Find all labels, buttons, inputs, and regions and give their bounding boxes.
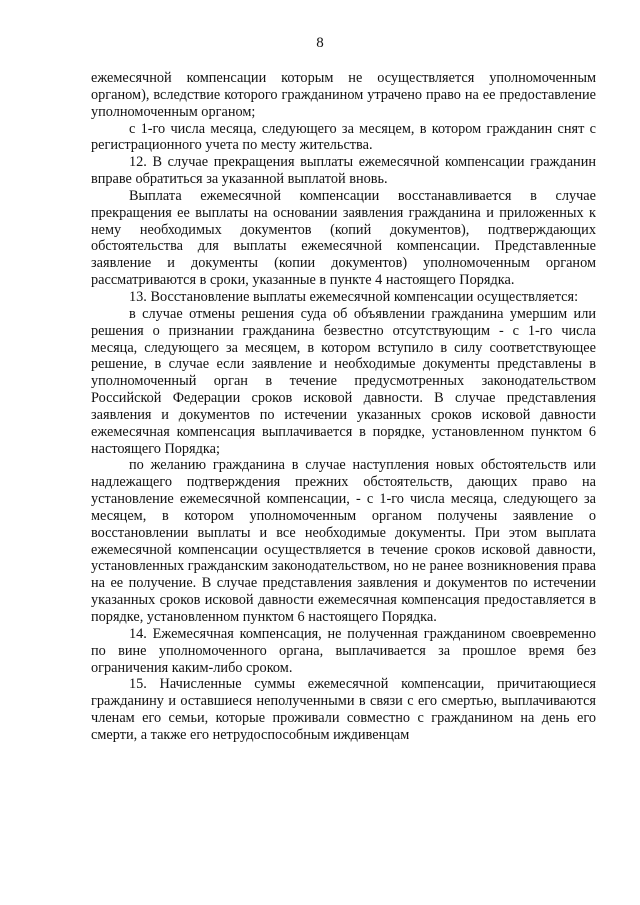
document-body bbox=[91, 70, 596, 744]
paragraph-clause-15: 15. Начисленные суммы ежемесячной компенсации, причитающиеся гражданину и оставшиеся неполученными в связи с его смертью, выплачиваются членам его семьи, которые проживали совместно с гражданином на день его смерти, а также его нетрудоспособным иждивенцам bbox=[91, 676, 596, 743]
paragraph-clause-14: 14. Ежемесячная компенсация, не полученная гражданином своевременно по вине уполномоченного органа, выплачивается за прошлое время без ограничения каким-либо сроком. bbox=[91, 625, 596, 676]
page-number: 8 bbox=[316, 35, 324, 51]
paragraph-continuation: ежемесячной компенсации которым не осуществляется уполномоченным органом), вследствие которого гражданином утрачено право на ее предоставление уполномоченным органом; bbox=[91, 70, 596, 120]
paragraph-citizen-request: по желанию гражданина в случае наступления новых обстоятельств или надлежащего подтверждения прежних обстоятельств, дающих право на установление ежемесячной компенсации, - с 1-го числа месяца, следующего за месяцем, в котором уполномоченным органом получены заявление о восстановлении выплаты и все необходимые документы. При этом выплата ежемесячной компенсации осуществляется в течение сроков исковой давности, установленных гражданским законодательством, но не ранее возникновения права на ее получение. В случае представления заявления и документов по истечении указанных сроков исковой давности ежемесячная компенсация предоставляется в порядке, установленном пунктом 6 настоящего Порядка. bbox=[91, 457, 596, 625]
paragraph-restoration-basis: Выплата ежемесячной компенсации восстанавливается в случае прекращения ее выплаты на основании заявления гражданина и приложенных к нему необходимых документов (копий документов), подтверждающих обстоятельства для выплаты ежемесячной компенсации. Представленные заявление и документы (копии документов) уполномоченным органом рассматриваются в сроки, указанные в пункте 4 настоящего Порядка. bbox=[91, 187, 596, 289]
paragraph-clause-13: 13. Восстановление выплаты ежемесячной компенсации осуществляется: bbox=[129, 288, 579, 305]
paragraph-court-decision: в случае отмены решения суда об объявлении гражданина умершим или решения о признании гражданина безвестно отсутствующим - с 1-го числа месяца, следующего за месяцем, в котором вступило в силу соответствующее решение, в случае если заявление и необходимые документы представлены в уполномоченный орган в течение предусмотренных законодательством Российской Федерации сроков исковой давности. В случае представления заявления и документов по истечении указанных сроков исковой давности ежемесячная компенсация выплачивается в порядке, установленном пунктом 6 настоящего Порядка; bbox=[91, 305, 596, 457]
paragraph-deregistration: с 1-го числа месяца, следующего за месяцем, в котором гражданин снят с регистрационного учета по месту жительства. bbox=[91, 120, 596, 154]
paragraph-clause-12: 12. В случае прекращения выплаты ежемесячной компенсации гражданин вправе обратиться за указанной выплатой вновь. bbox=[91, 154, 596, 188]
